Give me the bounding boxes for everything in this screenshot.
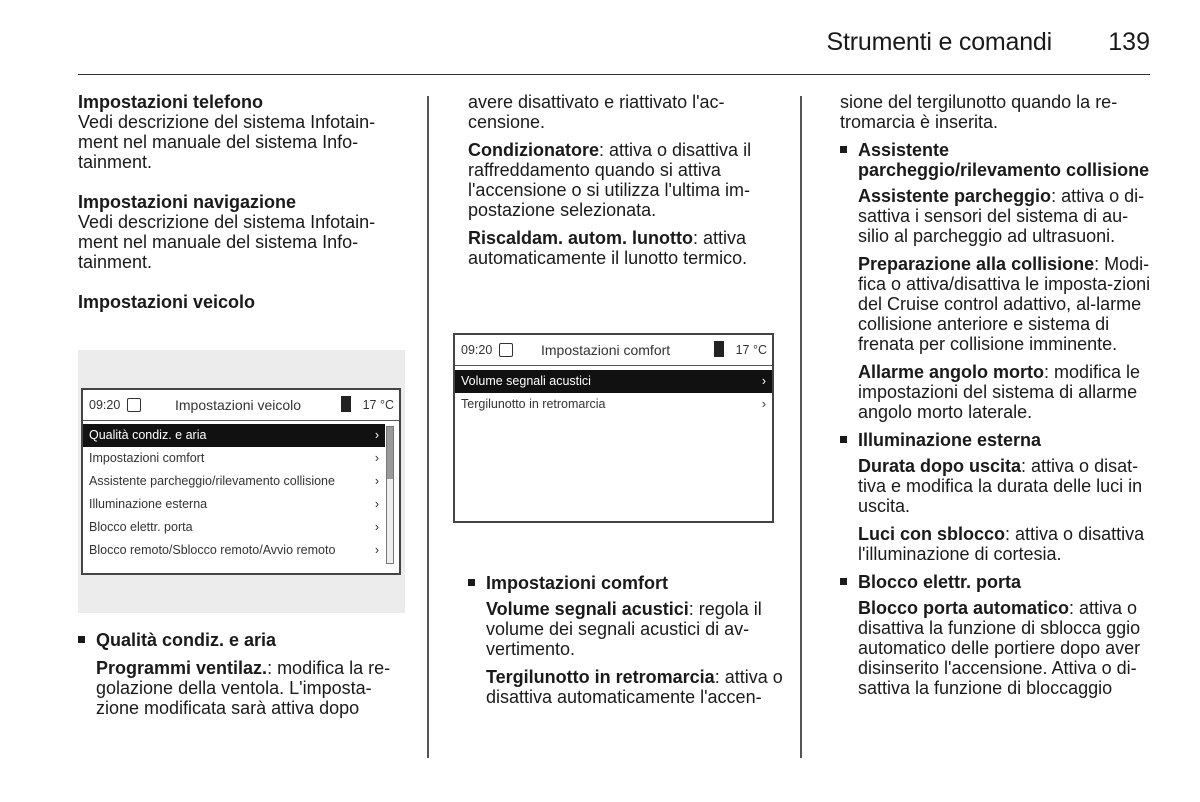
thermometer-icon <box>341 396 351 412</box>
paragraph-rear-defrost: Riscaldam. autom. lunotto: attiva automaticamente il lunotto termico. <box>468 228 748 268</box>
temperature: 17 °C <box>362 398 394 412</box>
thermometer-icon <box>714 341 724 357</box>
status-bar <box>455 335 772 366</box>
term-ventilation: Programmi ventilaz. <box>96 658 268 678</box>
heading-air-quality: Qualità condiz. e aria <box>78 630 408 650</box>
heading-parking-assist: Assistente parcheggio/rilevamento collisione <box>840 140 1152 180</box>
menu-item-comfort[interactable]: Impostazioni comfort › <box>83 447 385 470</box>
chevron-right-icon: › <box>374 451 379 465</box>
vehicle-settings-screen <box>81 388 401 575</box>
page-number: 139 <box>1108 28 1150 56</box>
comfort-settings-screen <box>453 333 774 523</box>
paragraph-rear-wiper: Tergilunotto in retromarcia: attiva o disattiva automaticamente l'accen- <box>486 667 783 707</box>
paragraph-air-conditioner: Condizionatore: attiva o disattiva il raffreddamento quando si attiva l'accensione o si utilizza l'ultima im-postazione selezionata. <box>468 140 752 220</box>
column-2 <box>468 92 786 276</box>
paragraph-parking-assist: Assistente parcheggio: attiva o di-sattiva i sensori del sistema di au-silio al parcheggio ad ultrasuoni. <box>858 186 1145 246</box>
menu-item-air-quality[interactable]: Qualità condiz. e aria › <box>83 424 385 447</box>
clock-icon <box>127 398 141 412</box>
heading-phone-settings: Impostazioni telefono <box>78 92 264 112</box>
paragraph-beep-volume: Volume segnali acustici: regola il volume dei segnali acustici di av-vertimento. <box>486 599 762 659</box>
chevron-right-icon: › <box>374 474 379 488</box>
menu-item-door-lock[interactable]: Blocco elettr. porta › <box>83 516 385 539</box>
paragraph-ventilation: Programmi ventilaz.: modifica la re-golazione della ventola. L'imposta-zione modificata sarà attiva dopo <box>96 658 391 718</box>
chevron-right-icon: › <box>374 543 379 557</box>
column-2-lower <box>468 573 786 715</box>
clock-time: 09:20 <box>461 343 493 357</box>
chevron-right-icon: › <box>761 374 766 388</box>
scrollbar[interactable] <box>386 426 394 564</box>
heading-door-lock: Blocco elettr. porta <box>840 572 1152 592</box>
vehicle-menu <box>83 424 399 562</box>
chevron-right-icon: › <box>374 497 379 511</box>
paragraph-phone: Vedi descrizione del sistema Infotain-ment nel manuale del sistema Info-tainment. <box>78 112 376 172</box>
paragraph-blind-spot: Allarme angolo morto: modifica le impostazioni del sistema di allarme angolo morto laterale. <box>858 362 1141 422</box>
column-1-lower <box>78 630 408 718</box>
paragraph-continuation: sione del tergilunotto quando la re-tromarcia è inserita. <box>840 92 1118 132</box>
status-bar <box>83 390 399 421</box>
column-3 <box>840 92 1152 706</box>
temperature: 17 °C <box>735 343 767 357</box>
paragraph-auto-door-lock: Blocco porta automatico: attiva o disattiva la funzione di sblocca ggio automatico delle portiere dopo aver disinserito l'accensione. Attiva o di-sattiva la funzione di bloccaggio <box>858 598 1141 698</box>
term-blind-spot: Allarme angolo morto <box>858 362 1045 382</box>
column-divider <box>800 96 802 758</box>
chevron-right-icon: › <box>374 428 379 442</box>
term-air-conditioner: Condizionatore <box>468 140 599 160</box>
chevron-right-icon: › <box>374 520 379 534</box>
menu-item-exterior-lighting[interactable]: Illuminazione esterna › <box>83 493 385 516</box>
scrollbar-thumb[interactable] <box>387 427 393 479</box>
menu-item-parking[interactable]: Assistente parcheggio/rilevamento collisione › <box>83 470 385 493</box>
clock-time: 09:20 <box>89 398 121 412</box>
clock-icon <box>499 343 513 357</box>
screen-title: Impostazioni comfort <box>541 342 671 358</box>
term-rear-defrost: Riscaldam. autom. lunotto <box>468 228 694 248</box>
heading-exterior-lighting: Illuminazione esterna <box>840 430 1152 450</box>
column-1 <box>78 92 408 312</box>
page-header <box>78 18 1150 75</box>
paragraph-navigation: Vedi descrizione del sistema Infotain-ment nel manuale del sistema Info-tainment. <box>78 212 376 272</box>
paragraph-unlock-lights: Luci con sblocco: attiva o disattiva l'illuminazione di cortesia. <box>858 524 1145 564</box>
term-collision-prep: Preparazione alla collisione <box>858 254 1095 274</box>
paragraph-continuation: avere disattivato e riattivato l'ac-censione. <box>468 92 725 132</box>
paragraph-collision-prep: Preparazione alla collisione: Modi-fica o attiva/disattiva le imposta-zioni del Cruise control adattivo, al-larme collisione anteriore e sistema di frenata per collisione imminente. <box>858 254 1151 354</box>
term-unlock-lights: Luci con sblocco <box>858 524 1006 544</box>
term-rear-wiper: Tergilunotto in retromarcia <box>486 667 715 687</box>
menu-item-rear-wiper[interactable]: Tergilunotto in retromarcia › <box>455 393 772 416</box>
comfort-menu <box>455 370 772 416</box>
term-auto-door-lock: Blocco porta automatico <box>858 598 1070 618</box>
section-title: Strumenti e comandi <box>826 28 1052 56</box>
menu-item-beep-volume[interactable]: Volume segnali acustici › <box>455 370 772 393</box>
term-exit-duration: Durata dopo uscita <box>858 456 1022 476</box>
paragraph-exit-duration: Durata dopo uscita: attiva o disat-tiva e modifica la durata delle luci in uscita. <box>858 456 1143 516</box>
screen-title: Impostazioni veicolo <box>175 397 302 413</box>
vehicle-settings-figure <box>78 350 405 613</box>
heading-navigation-settings: Impostazioni navigazione <box>78 192 297 212</box>
term-parking-assist: Assistente parcheggio <box>858 186 1052 206</box>
term-beep-volume: Volume segnali acustici <box>486 599 689 619</box>
chevron-right-icon: › <box>761 397 766 411</box>
menu-item-remote[interactable]: Blocco remoto/Sblocco remoto/Avvio remoto › <box>83 539 385 562</box>
column-divider <box>427 96 429 758</box>
heading-vehicle-settings: Impostazioni veicolo <box>78 292 256 312</box>
heading-comfort-settings: Impostazioni comfort <box>468 573 786 593</box>
